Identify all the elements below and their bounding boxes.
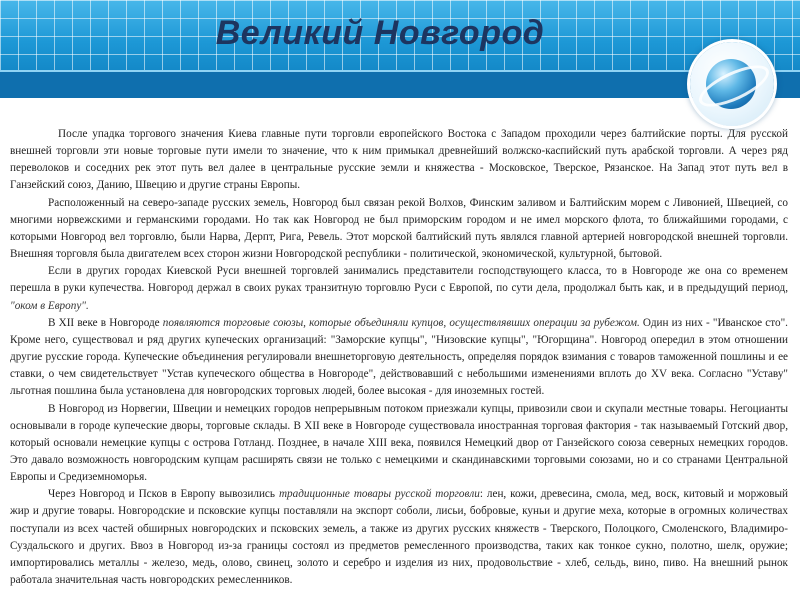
paragraph-6 xyxy=(10,486,788,589)
paragraph-5-text: В Новгород из Норвегии, Швеции и немецких городов непрерывным потоком приезжали купцы, привозили свои и скупали местные товары. Негоцианты основывали в городе купеческие дворы, торговые склады. В XII веке в Новгороде существовала иностранная торговая фактория - так называемый Готский двор, который основали немецкие купцы с острова Готланд. Позднее, в начале XIII века, появился Немецкий двор от Ганзейского союза северных немецких городов. Это давало возможность новгородским купцам расширять связи не только с немецкими и скандинавскими торговыми союзами, но и со странами Центральной Европы и Средиземноморья. xyxy=(10,402,788,484)
article-body xyxy=(10,126,788,598)
paragraph-6-emphasis: традиционные товары русской торговли xyxy=(278,488,480,501)
paragraph-4-emphasis: появляются торговые союзы, которые объединяли купцов, осуществлявших операции за рубежом. xyxy=(162,316,640,329)
paragraph-6-text: : лен, кожи, древесина, смола, мед, воск, китовый и моржовый жир и другие товары. Новгородские и псковские купцы поставляли на экспорт соболи, лисьи, бобровые, куньи и другие меха, которые в огромных количествах поступали из всех частей обширных новгородских и псковских земель, а также из других русских княжеств - Тверского, Полоцкого, Смоленского, Владимиро-Суздальского и других. Ввоз в Новгород из-за границы состоял из предметов ремесленного производства, таких как тонкое сукно, полотно, шелк, оружие; импортировались металлы - железо, медь, олово, свинец, золото и серебро и изделия из них, продовольствие - хлеб, сельдь, вино, пиво. На внешний рынок работала значительная часть новгородских ремесленников. xyxy=(10,488,788,587)
paragraph-1: После упадка торгового значения Киева главные пути торговли европейского Востока с Западом проходили через балтийские порты. Для русской внешней торговли эти новые торговые пути имели то значение, что к ним примыкал древнейший волжско-каспийский путь арабской торговли. А через ряд переволоков и соседних рек этот путь вел далее в центральные русские земли и княжества - Московское, Тверское, Рязанское. На Запад этот путь вел в Ганзейский союз, Данию, Швецию и другие страны Европы. xyxy=(10,128,788,192)
paragraph-4-text: Один из них - "Иванское сто". Кроме него, существовал и ряд других купеческих организаций: "Заморские купцы", "Низовские купцы", "Югорщина". Новгород опередил в этом отношении другие русские города. Купеческие объединения регулировали внешнеторговую деятельность, определяя порядок взимания с товаров таможенной пошлины и ее ставки, о чем свидетельствует "Устав купеческого общества в Новгороде", действовавший с небольшими изменениями вплоть до XV века. Согласно "Уставу" льготная пошлина была установлена для новгородских торговых людей, более высокая - для иноземных гостей. xyxy=(10,316,788,398)
paragraph-2-text: Расположенный на северо-западе русских земель, Новгород был связан рекой Волхов, Финским заливом и Балтийским морем с Ливонией, Швецией, со многими норвежскими и германскими городами. Но так как Новгород не был приморским городом и не имел морского флота, то ближайшими городами, с которыми Новгород вел торговлю, были Нарва, Дерпт, Рига, Ревель. Этот морской балтийский путь являлся главной артерией новгородской внешней торговли. Внешняя торговля была двигателем всех сторон жизни Новгородской республики - политической, экономической, культурной, бытовой. xyxy=(10,196,788,261)
header-band xyxy=(0,70,800,98)
paragraph-4 xyxy=(10,315,788,401)
globe-logo-icon xyxy=(690,42,774,126)
paragraph-6-lead: Через Новгород и Псков в Европу вывозились xyxy=(48,488,279,501)
paragraph-3 xyxy=(10,263,788,314)
page-title: Великий Новгород xyxy=(215,14,545,52)
paragraph-3-quote: "оком в Европу". xyxy=(10,299,89,312)
paragraph-2 xyxy=(10,195,788,264)
paragraph-5 xyxy=(10,401,788,487)
paragraph-4-lead: В XII веке в Новгороде xyxy=(48,316,163,329)
paragraph-3-text: Если в других городах Киевской Руси внешней торговлей занимались представители господствующего класса, то в Новгороде же она со временем перешла в руки купечества. Новгород держал в своих руках транзитную торговлю Руси с Европой, по сути дела, продолжал быть как, и в предыдущий период, xyxy=(10,265,788,295)
